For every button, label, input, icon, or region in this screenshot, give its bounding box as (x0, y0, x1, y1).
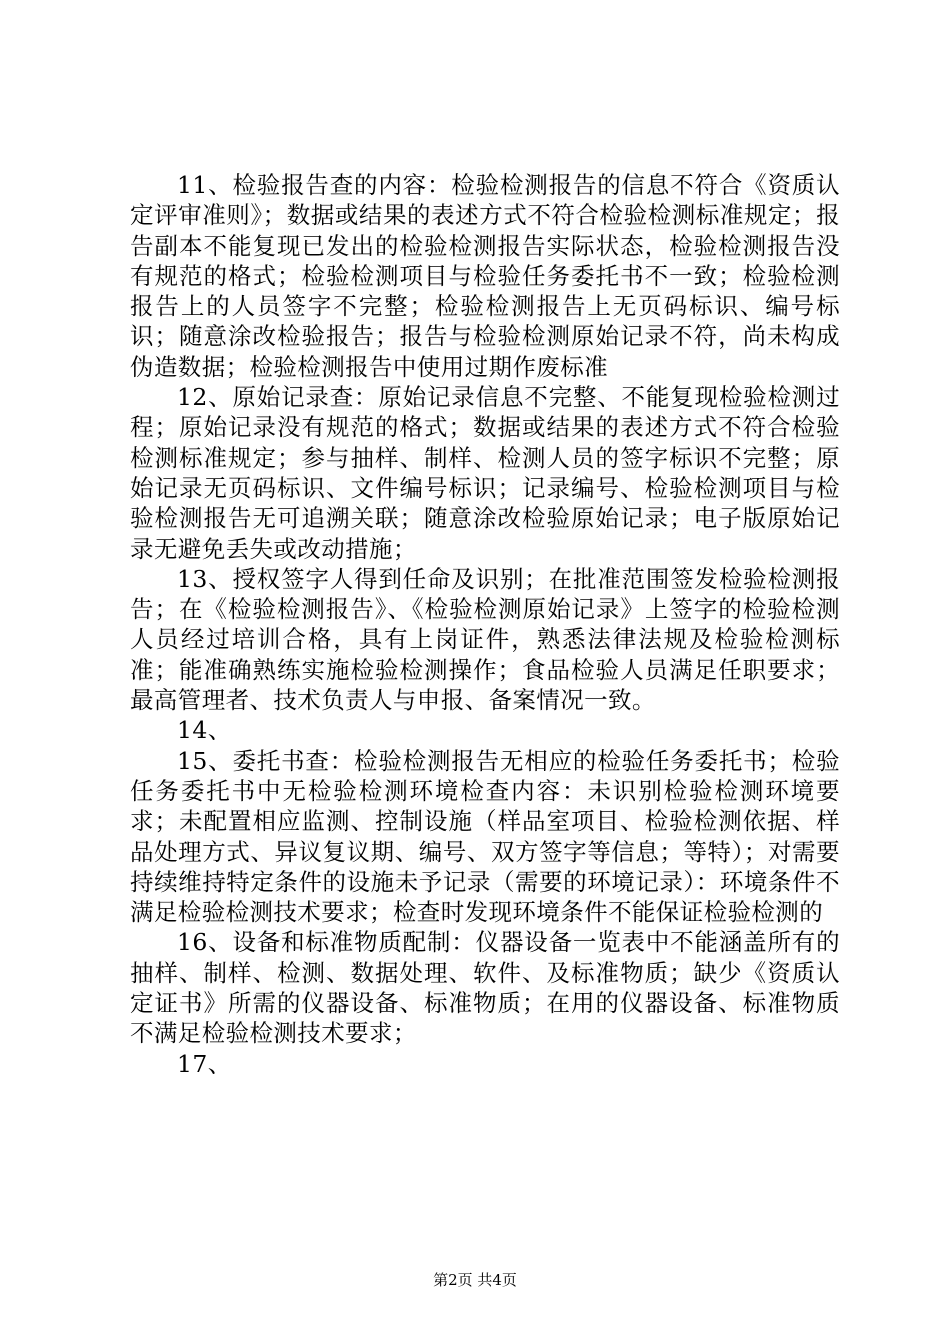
paragraph-13: 13、授权签字人得到任命及识别；在批准范围签发检验检测报告；在《检验检测报告》、《检验检测原始记录》上签字的检验检测人员经过培训合格，具有上岗证件，熟悉法律法规及检验检测标准；能准确熟练实施检验检测操作；食品检验人员满足任职要求；最高管理者、技术负责人与申报、备案情况一致。 (130, 564, 840, 715)
document-body (130, 170, 840, 1079)
paragraph-17: 17、 (177, 1049, 232, 1078)
page-number-footer: 第2页 共4页 (433, 1271, 517, 1289)
paragraph-15: 15、委托书查：检验检测报告无相应的检验任务委托书；检验任务委托书中无检验检测环境检查内容：未识别检验检测环境要求；未配置相应监测、控制设施（样品室项目、检验检测依据、样品处理方式、异议复议期、编号、双方签字等信息；等特）；对需要持续维持特定条件的设施未予记录（需要的环境记录）：环境条件不满足检验检测技术要求；检查时发现环境条件不能保证检验检测的 (130, 746, 840, 927)
paragraph-12: 12、原始记录查：原始记录信息不完整、不能复现检验检测过程；原始记录没有规范的格式；数据或结果的表述方式不符合检验检测标准规定；参与抽样、制样、检测人员的签字标识不完整；原始记录无页码标识、文件编号标识；记录编号、检验检测项目与检验检测报告无可追溯关联；随意涂改检验原始记录；电子版原始记录无避免丢失或改动措施； (130, 383, 840, 563)
paragraph-16: 16、设备和标准物质配制：仪器设备一览表中不能涵盖所有的抽样、制样、检测、数据处理、软件、及标准物质；缺少《资质认定证书》所需的仪器设备、标准物质；在用的仪器设备、标准物质不满足检验检测技术要求； (130, 928, 840, 1048)
paragraph-11: 11、检验报告查的内容：检验检测报告的信息不符合《资质认定评审准则》；数据或结果的表述方式不符合检验检测标准规定；报告副本不能复现已发出的检验检测报告实际状态，检验检测报告没有规范的格式；检验检测项目与检验任务委托书不一致；检验检测报告上的人员签字不完整；检验检测报告上无页码标识、编号标识；随意涂改检验报告；报告与检验检测原始记录不符，尚未构成伪造数据；检验检测报告中使用过期作废标准 (130, 171, 840, 381)
paragraph-14: 14、 (177, 716, 232, 745)
